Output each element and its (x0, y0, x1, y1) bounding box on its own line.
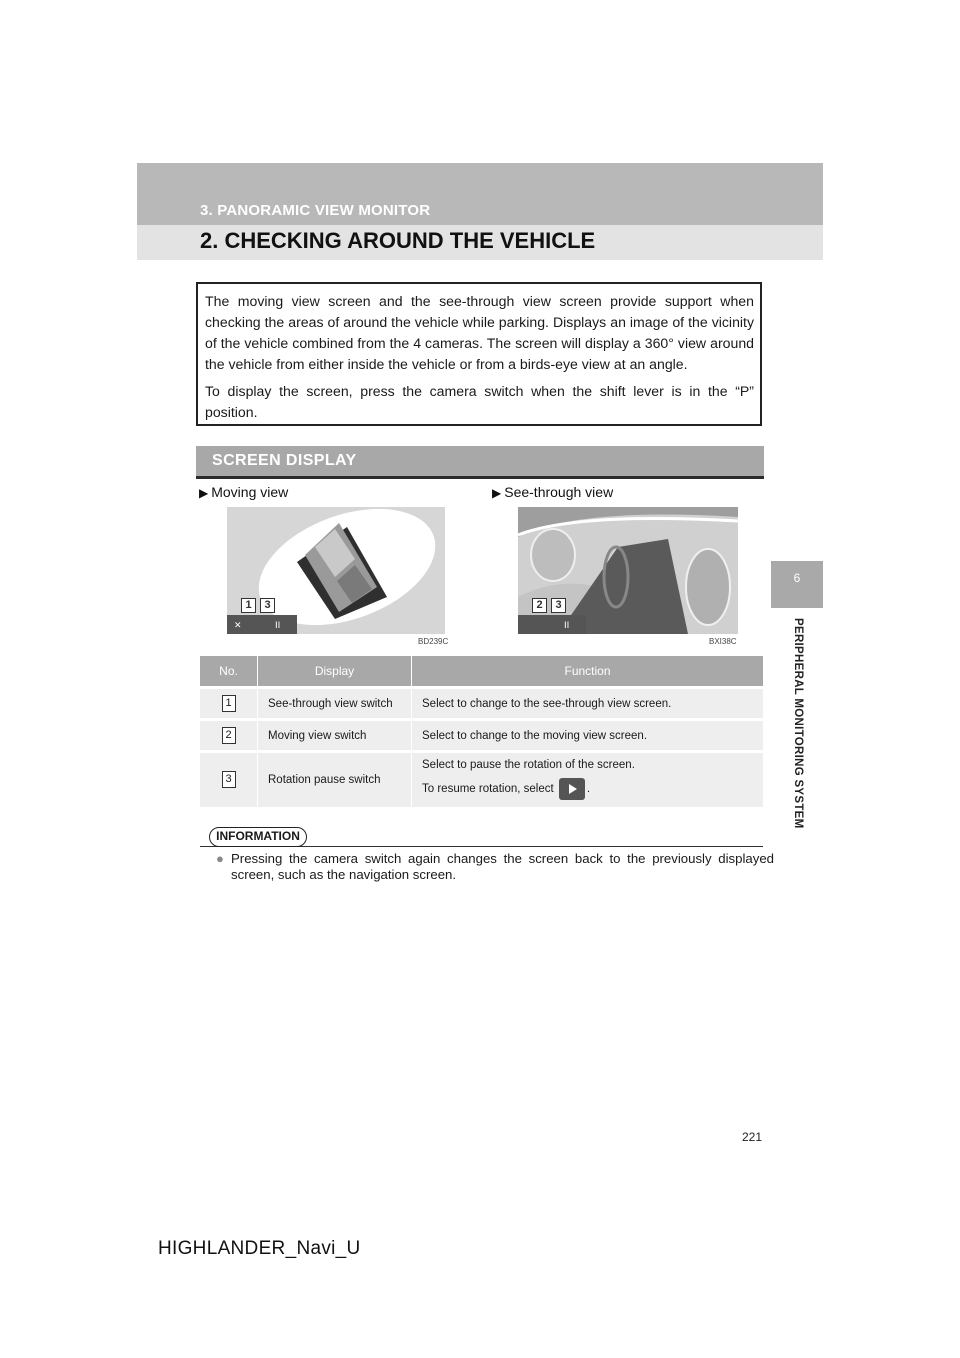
table-row (200, 752, 763, 807)
intro-paragraph-2: To display the screen, press the camera switch when the shift lever is in the “P” position. (205, 383, 754, 420)
page-title: 2. CHECKING AROUND THE VEHICLE (200, 228, 596, 253)
see-through-view-illustration (518, 507, 738, 634)
intro-box (196, 282, 762, 426)
chapter-label (788, 618, 806, 848)
row-number-box: 2 (222, 727, 236, 744)
header-function: Function (412, 656, 764, 688)
row-function-line-1: Select to pause the rotation of the screen. (422, 759, 635, 772)
see-through-view-image (518, 507, 738, 634)
chapter-number: 6 (793, 571, 801, 585)
section-label: 3. PANORAMIC VIEW MONITOR (200, 202, 431, 219)
callout-2: 2 (532, 598, 547, 613)
information-badge: INFORMATION (209, 827, 307, 847)
row-function: Select to change to the moving view screen. (412, 720, 764, 752)
see-through-view-label (492, 484, 613, 500)
row-function-line-2-prefix: To resume rotation, select (422, 783, 554, 796)
row-number-box: 1 (222, 695, 236, 712)
see-through-view-image-code: BXI38C (709, 637, 737, 646)
moving-view-image-code: BD239C (418, 637, 449, 646)
page-number: 221 (742, 1130, 763, 1144)
function-table (200, 656, 763, 807)
moving-view-image (227, 507, 445, 634)
row-number (200, 688, 258, 720)
svg-text:II: II (275, 621, 281, 631)
arrow-right-icon: ▶ (492, 486, 502, 500)
row-display: Rotation pause switch (258, 752, 412, 807)
row-number-box: 3 (222, 771, 236, 788)
row-display: See-through view switch (258, 688, 412, 720)
row-function-line-2-suffix: . (586, 783, 591, 796)
svg-text:✕: ✕ (234, 621, 242, 631)
row-number (200, 720, 258, 752)
bullet-icon: ● (216, 851, 224, 866)
chapter-label-text: PERIPHERAL MONITORING SYSTEM (792, 618, 804, 829)
svg-text:II: II (564, 621, 570, 631)
row-function-line-2 (422, 778, 753, 800)
intro-paragraph-1: The moving view screen and the see-through view screen provide support when checking the areas of around the vehicle while parking. Displays an image of the vicinity of the vehicle combined from the 4 cameras. The screen will display a 360° view around the vehicle from either inside the vehicle or from a birds-eye view at an angle. (205, 293, 754, 372)
moving-view-label (199, 484, 288, 500)
arrow-right-icon: ▶ (199, 486, 209, 500)
subsection-title: SCREEN DISPLAY (212, 452, 357, 469)
row-function (412, 752, 764, 807)
row-number (200, 752, 258, 807)
header-display: Display (258, 656, 412, 688)
callout-3: 3 (260, 598, 275, 613)
callout-3: 3 (551, 598, 566, 613)
table-row (200, 688, 763, 720)
table-header-row (200, 656, 763, 688)
moving-view-label-text: Moving view (211, 484, 289, 500)
callout-1: 1 (241, 598, 256, 613)
document-id: HIGHLANDER_Navi_U (158, 1238, 361, 1259)
see-through-view-label-text: See-through view (504, 484, 614, 500)
play-icon (559, 778, 585, 800)
row-function: Select to change to the see-through view screen. (412, 688, 764, 720)
row-display: Moving view switch (258, 720, 412, 752)
header-no: No. (200, 656, 258, 688)
moving-view-illustration (227, 507, 445, 634)
information-text: Pressing the camera switch again changes the screen back to the previously displayed screen, such as the navigation screen. (231, 851, 774, 882)
table-row (200, 720, 763, 752)
